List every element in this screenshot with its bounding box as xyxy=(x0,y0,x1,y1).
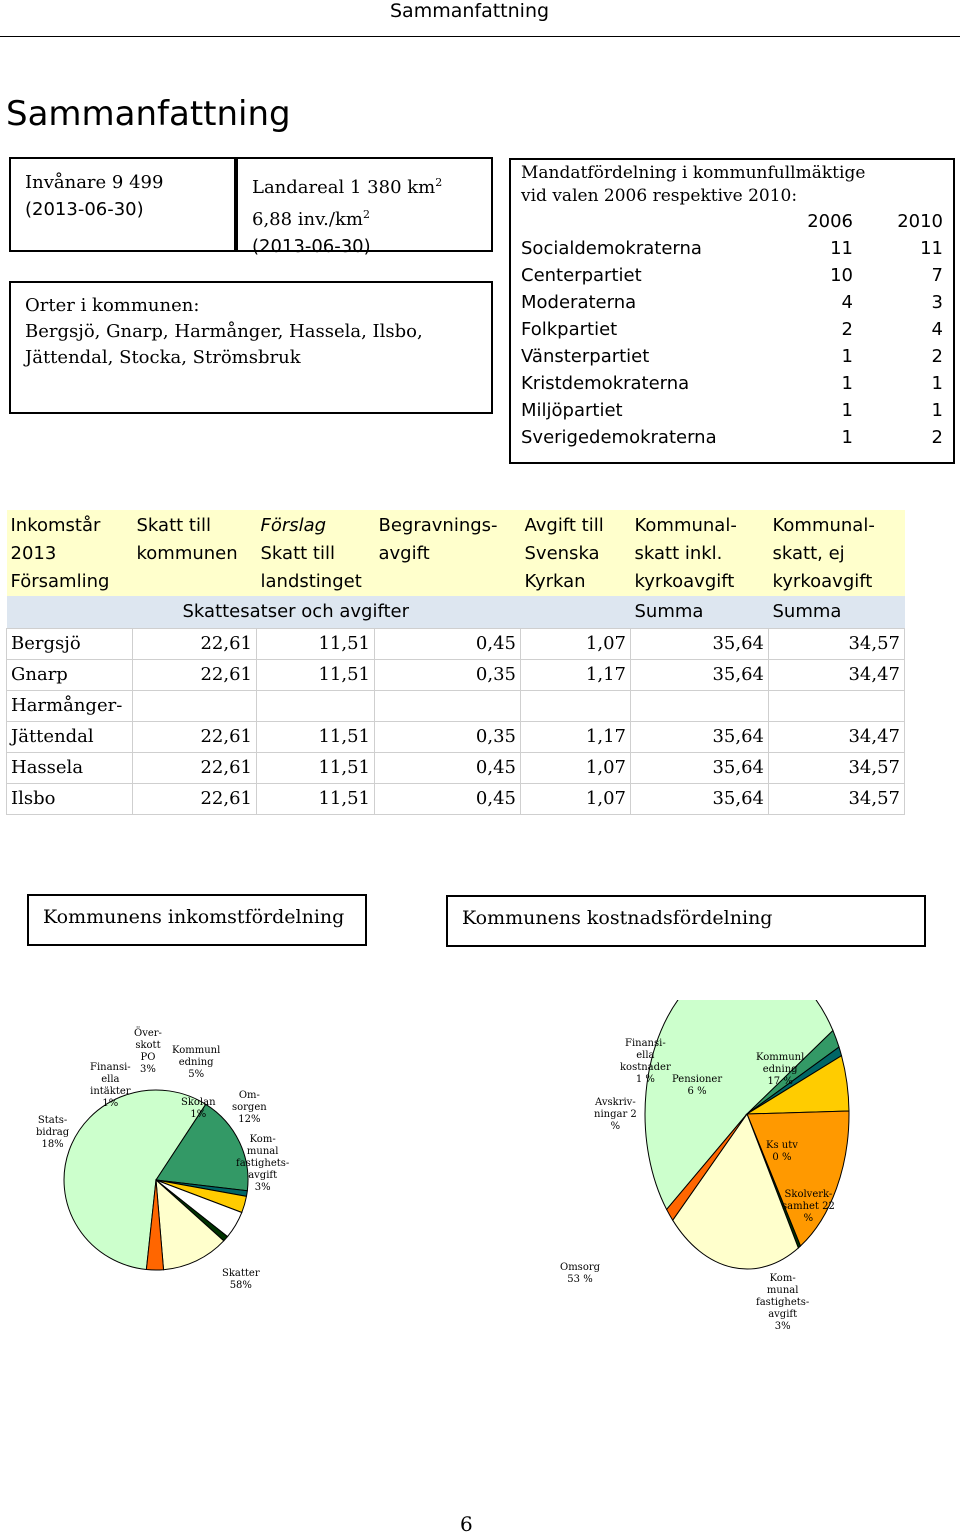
population-count: Invånare 9 499 xyxy=(25,172,164,193)
seats-2006: 4 xyxy=(841,292,853,313)
seats-2010: 4 xyxy=(931,319,943,340)
seats-box xyxy=(509,158,955,464)
tax-value-kommun xyxy=(133,690,257,721)
tax-value-landsting: 11,51 xyxy=(257,783,375,814)
tax-value-begr: 0,45 xyxy=(375,752,521,783)
seats-2006: 1 xyxy=(841,346,853,367)
seats-title-2: vid valen 2006 respektive 2010: xyxy=(521,186,798,206)
party-name: Sverigedemokraterna xyxy=(521,427,717,448)
seats-year-row xyxy=(521,208,943,235)
cost-pie-label-kommunledning: Kommunl edning 17 % xyxy=(756,1052,805,1087)
seats-rows xyxy=(521,235,943,451)
header-rule xyxy=(0,36,960,37)
year-2006: 2006 xyxy=(807,211,853,232)
income-pie-label-omsorgen: Om- sorgen 12% xyxy=(232,1090,267,1125)
income-distribution-title: Kommunens inkomstfördelning xyxy=(27,894,367,946)
table-row xyxy=(7,721,905,752)
income-pie-label-overskott: Över- skott PO 3% xyxy=(134,1028,162,1075)
party-name: Miljöpartiet xyxy=(521,400,623,421)
seats-title-1: Mandatfördelning i kommunfullmäktige xyxy=(521,163,866,183)
seats-row xyxy=(521,262,943,289)
tax-value-begr xyxy=(375,690,521,721)
table-row xyxy=(7,628,905,659)
header-year-col: Inkomstår 2013 Församling xyxy=(7,510,133,596)
seats-2010: 3 xyxy=(931,292,943,313)
towns-line-2: Jättendal, Stocka, Strömsbruk xyxy=(25,347,301,368)
seats-2006: 2 xyxy=(841,319,853,340)
cost-pie-label-fastighet: Kom- munal fastighets- avgift 3% xyxy=(756,1273,810,1332)
land-area-box xyxy=(236,157,493,257)
header-landsting-col: Förslag Skatt till landstinget xyxy=(257,510,375,596)
towns-box xyxy=(9,281,493,414)
table-row xyxy=(7,659,905,690)
tax-value-landsting: 11,51 xyxy=(257,659,375,690)
tax-value-inkl: 35,64 xyxy=(631,752,769,783)
tax-value-begr: 0,45 xyxy=(375,628,521,659)
header-begravning-col: Begravnings- avgift xyxy=(375,510,521,596)
rates-label: Skattesatser och avgifter xyxy=(133,596,631,628)
population-date: (2013-06-30) xyxy=(25,199,144,220)
land-area: Landareal 1 380 $km^2$ xyxy=(252,176,443,198)
tax-value-ej: 34,47 xyxy=(769,721,905,752)
tax-value-inkl xyxy=(631,690,769,721)
population-box xyxy=(9,157,236,252)
seats-2010: 11 xyxy=(920,238,943,259)
tax-value-kyrka: 1,17 xyxy=(521,721,631,752)
party-name: Moderaterna xyxy=(521,292,637,313)
tax-value-inkl: 35,64 xyxy=(631,659,769,690)
income-pie-label-skatter: Skatter 58% xyxy=(222,1268,260,1291)
year-2010: 2010 xyxy=(897,211,943,232)
seats-row xyxy=(521,397,943,424)
tax-value-landsting: 11,51 xyxy=(257,628,375,659)
header-inkl-col: Kommunal- skatt inkl. kyrkoavgift xyxy=(631,510,769,596)
tax-value-inkl: 35,64 xyxy=(631,721,769,752)
table-row xyxy=(7,690,905,721)
party-name: Socialdemokraterna xyxy=(521,238,702,259)
cost-pie-label-ksutv: Ks utv 0 % xyxy=(766,1140,798,1163)
parish-name: Gnarp xyxy=(7,659,133,690)
income-pie-label-statsbidrag: Stats- bidrag 18% xyxy=(36,1115,70,1150)
tax-value-ej xyxy=(769,690,905,721)
tax-value-kommun: 22,61 xyxy=(133,783,257,814)
income-pie-label-finans: Finansi- ella intäkter 1% xyxy=(90,1062,131,1109)
tax-value-kyrka: 1,07 xyxy=(521,628,631,659)
tax-value-kyrka: 1,07 xyxy=(521,783,631,814)
tax-value-kyrka: 1,07 xyxy=(521,752,631,783)
tax-value-ej: 34,57 xyxy=(769,783,905,814)
party-name: Vänsterpartiet xyxy=(521,346,650,367)
table-row xyxy=(7,783,905,814)
tax-value-kyrka: 1,17 xyxy=(521,659,631,690)
seats-2006: 1 xyxy=(841,373,853,394)
seats-row xyxy=(521,343,943,370)
tax-value-landsting: 11,51 xyxy=(257,721,375,752)
cost-pie-label-avskrivningar: Avskriv- ningar 2 % xyxy=(594,1097,637,1132)
parish-name: Ilsbo xyxy=(7,783,133,814)
running-header: Sammanfattning xyxy=(390,0,550,22)
tax-value-kommun: 22,61 xyxy=(133,752,257,783)
tax-value-begr: 0,35 xyxy=(375,721,521,752)
seats-2006: 11 xyxy=(830,238,853,259)
header-ej-col: Kommunal- skatt, ej kyrkoavgift xyxy=(769,510,905,596)
tax-subheader-row xyxy=(7,596,905,628)
tax-value-kommun: 22,61 xyxy=(133,659,257,690)
tax-value-kommun: 22,61 xyxy=(133,721,257,752)
cost-pie-label-pensioner: Pensioner 6 % xyxy=(672,1074,723,1097)
seats-2010: 2 xyxy=(931,346,943,367)
party-name: Folkpartiet xyxy=(521,319,618,340)
seats-2006: 10 xyxy=(830,265,853,286)
seats-row xyxy=(521,370,943,397)
cost-pie-label-skolverksamhet: Skolverk- samhet 22 % xyxy=(782,1189,835,1224)
parish-name: Hassela xyxy=(7,752,133,783)
seats-2006: 1 xyxy=(841,427,853,448)
seats-2010: 1 xyxy=(931,373,943,394)
seats-2010: 1 xyxy=(931,400,943,421)
tax-value-ej: 34,47 xyxy=(769,659,905,690)
tax-value-inkl: 35,64 xyxy=(631,628,769,659)
tax-value-landsting xyxy=(257,690,375,721)
seats-row xyxy=(521,289,943,316)
cost-distribution-title: Kommunens kostnadsfördelning xyxy=(446,895,926,947)
tax-value-kyrka xyxy=(521,690,631,721)
tax-table xyxy=(6,510,905,815)
tax-value-landsting: 11,51 xyxy=(257,752,375,783)
income-pie-label-skolan: Skolan 1% xyxy=(181,1097,216,1120)
table-row xyxy=(7,752,905,783)
parish-name: Harmånger- xyxy=(7,690,133,721)
tax-value-ej: 34,57 xyxy=(769,752,905,783)
page-title: Sammanfattning xyxy=(6,94,291,134)
sum-label-2: Summa xyxy=(769,596,905,628)
income-pie-label-kommunledning: Kommunl edning 5% xyxy=(172,1045,221,1080)
seats-2010: 2 xyxy=(931,427,943,448)
tax-value-begr: 0,35 xyxy=(375,659,521,690)
density: 6,88 $inv./km^2$ xyxy=(252,208,370,230)
seats-2010: 7 xyxy=(931,265,943,286)
header-kyrka-col: Avgift till Svenska Kyrkan xyxy=(521,510,631,596)
party-name: Kristdemokraterna xyxy=(521,373,690,394)
tax-value-ej: 34,57 xyxy=(769,628,905,659)
seats-2006: 1 xyxy=(841,400,853,421)
header-kommun-col: Skatt till kommunen xyxy=(133,510,257,596)
land-date: (2013-06-30) xyxy=(252,236,371,257)
tax-value-begr: 0,45 xyxy=(375,783,521,814)
parish-name: Jättendal xyxy=(7,721,133,752)
tax-header-row xyxy=(7,510,905,596)
tax-value-kommun: 22,61 xyxy=(133,628,257,659)
cost-pie-chart xyxy=(470,1000,960,1340)
tax-value-inkl: 35,64 xyxy=(631,783,769,814)
income-pie-label-fastighet: Kom- munal fastighets- avgift 3% xyxy=(236,1134,290,1193)
cost-pie-label-finans: Finansi- ella kostnader 1 % xyxy=(620,1038,671,1085)
seats-row xyxy=(521,235,943,262)
sum-label-1: Summa xyxy=(631,596,769,628)
page-number: 6 xyxy=(460,1512,473,1536)
seats-row xyxy=(521,424,943,451)
seats-row xyxy=(521,316,943,343)
party-name: Centerpartiet xyxy=(521,265,642,286)
parish-name: Bergsjö xyxy=(7,628,133,659)
cost-pie-label-omsorg: Omsorg 53 % xyxy=(560,1262,601,1285)
towns-line-1: Bergsjö, Gnarp, Harmånger, Hassela, Ilsbo, xyxy=(25,321,423,342)
towns-heading: Orter i kommunen: xyxy=(25,295,200,316)
